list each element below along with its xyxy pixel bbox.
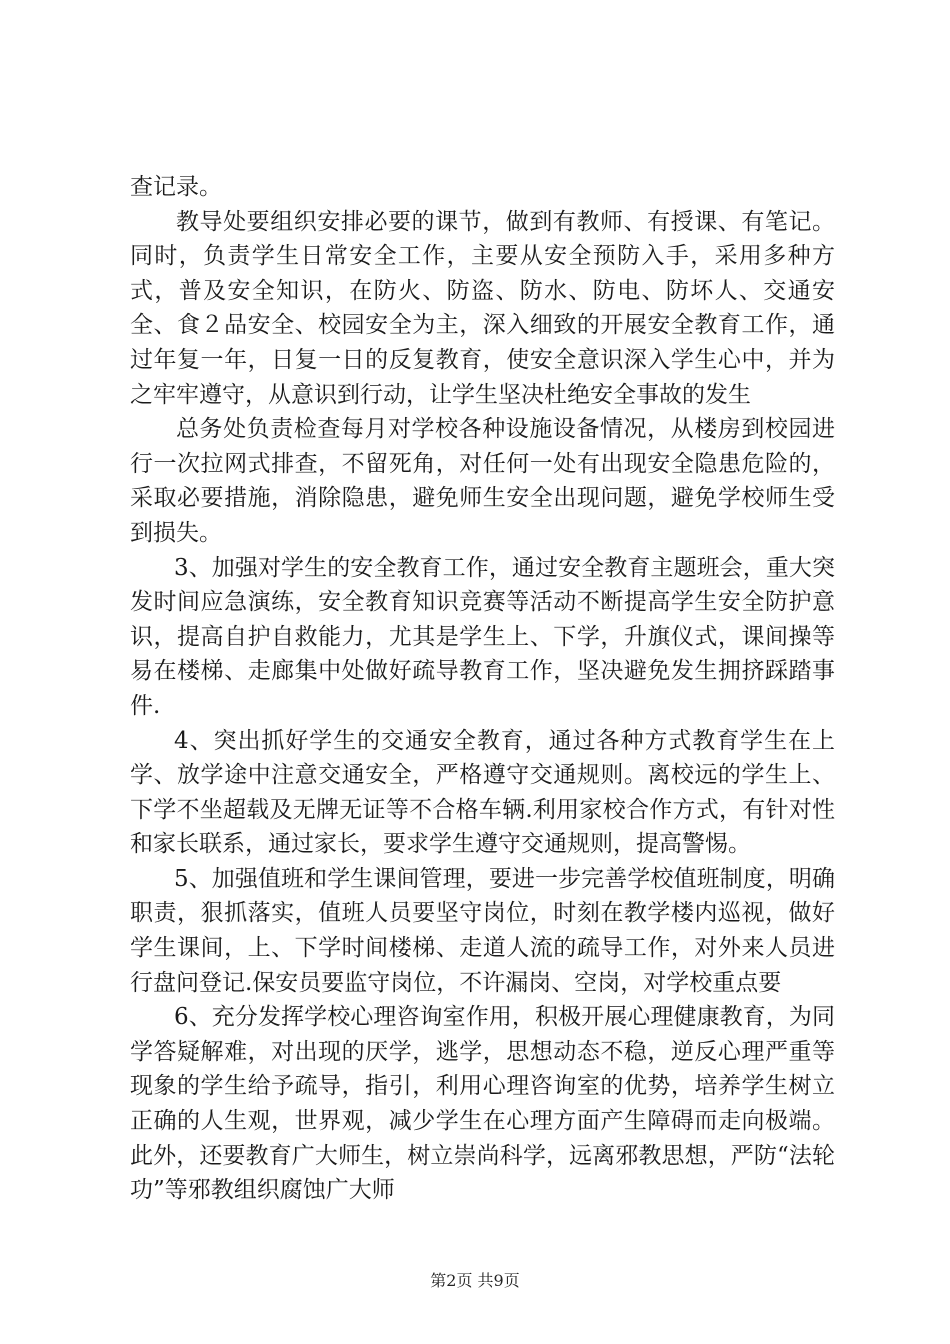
paragraph-item-3: 3、加强对学生的安全教育工作，通过安全教育主题班会，重大突发时间应急演练，安全教育知识竞赛等活动不断提高学生安全防护意识，提高自护自救能力，尤其是学生上、下学，升旗仪式，课间操等易在楼梯、走廊集中处做好疏导教育工作，坚决避免发生拥挤踩踏事件. (130, 554, 835, 719)
paragraph-general-affairs: 总务处负责检查每月对学校各种设施设备情况，从楼房到校园进行一次拉网式排查，不留死角，对任何一处有出现安全隐患危险的，采取必要措施，消除隐患，避免师生安全出现问题，避免学校师生受到损失。 (130, 416, 835, 546)
page-footer: 第2页 共9页 (430, 1271, 520, 1290)
paragraph-teaching-office: 教导处要组织安排必要的课节，做到有教师、有授课、有笔记。同时，负责学生日常安全工作，主要从安全预防入手，采用多种方式，普及安全知识，在防火、防盗、防水、防电、防坏人、交通安全、食２品安全、校园安全为主，深入细致的开展安全教育工作，通过年复一年，日复一日的反复教育，使安全意识深入学生心中，并为之牢牢遵守，从意识到行动，让学生坚决杜绝安全事故的发生 (130, 208, 835, 408)
paragraph-item-4: 4、突出抓好学生的交通安全教育，通过各种方式教育学生在上学、放学途中注意交通安全，严格遵守交通规则。离校远的学生上、下学不坐超载及无牌无证等不合格车辆.利用家校合作方式，有针对性和家长联系，通过家长，要求学生遵守交通规则，提高警惕。 (130, 727, 835, 858)
paragraph-item-6: 6、充分发挥学校心理咨询室作用，积极开展心理健康教育，为同学答疑解难，对出现的厌学，逃学，思想动态不稳，逆反心理严重等现象的学生给予疏导，指引，利用心理咨询室的优势，培养学生树立正确的人生观，世界观，减少学生在心理方面产生障碍而走向极端。此外，还要教育广大师生，树立崇尚科学，远离邪教思想，严防“法轮功”等邪教组织腐蚀广大师 (130, 1004, 835, 1204)
paragraph-continuation: 查记录。 (130, 174, 222, 200)
document-body (130, 170, 835, 1208)
paragraph-item-5: 5、加强值班和学生课间管理，要进一步完善学校值班制度，明确职责，狠抓落实，值班人员要坚守岗位，时刻在教学楼内巡视，做好学生课间，上、下学时间楼梯、走道人流的疏导工作，对外来人员进行盘问登记.保安员要监守岗位，不许漏岗、空岗，对学校重点要 (130, 865, 835, 996)
